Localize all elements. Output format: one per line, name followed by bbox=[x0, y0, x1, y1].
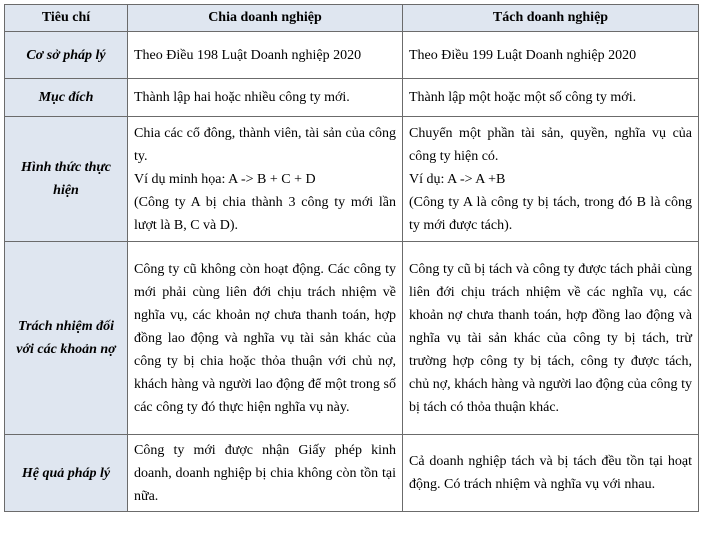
header-tach: Tách doanh nghiệp bbox=[403, 5, 699, 32]
chia-cell bbox=[128, 435, 403, 512]
header-chia: Chia doanh nghiệp bbox=[128, 5, 403, 32]
tach-cell bbox=[403, 79, 699, 117]
cell-paragraph: Ví dụ minh họa: A -> B + C + D bbox=[134, 171, 316, 187]
cell-paragraph: Theo Điều 199 Luật Doanh nghiệp 2020 bbox=[409, 47, 637, 63]
tach-cell bbox=[403, 117, 699, 242]
chia-cell bbox=[128, 117, 403, 242]
chia-cell bbox=[128, 79, 403, 117]
table-row bbox=[5, 117, 699, 242]
cell-paragraph: Thành lập một hoặc một số công ty mới. bbox=[409, 90, 637, 105]
table-row bbox=[5, 79, 699, 117]
cell-paragraph: Theo Điều 198 Luật Doanh nghiệp 2020 bbox=[134, 47, 362, 63]
cell-paragraph: Ví dụ: A -> A +B bbox=[409, 171, 506, 187]
cell-paragraph: Chuyển một phần tài sản, quyền, nghĩa vụ của công ty hiện có. bbox=[409, 125, 692, 164]
criterion-cell: Trách nhiệm đối với các khoản nợ bbox=[5, 242, 128, 435]
criterion-cell: Cơ sở pháp lý bbox=[5, 32, 128, 79]
comparison-table bbox=[4, 4, 699, 512]
comparison-table-container bbox=[4, 4, 699, 512]
criterion-cell: Hệ quả pháp lý bbox=[5, 435, 128, 512]
tach-cell bbox=[403, 32, 699, 79]
cell-paragraph: Thành lập hai hoặc nhiều công ty mới. bbox=[134, 90, 350, 105]
cell-paragraph: Cả doanh nghiệp tách và bị tách đều tồn tại hoạt động. Có trách nhiệm và nghĩa vụ với nhau. bbox=[409, 454, 692, 492]
tach-cell bbox=[403, 242, 699, 435]
chia-cell bbox=[128, 242, 403, 435]
cell-paragraph: Công ty mới được nhận Giấy phép kinh doanh, doanh nghiệp bị chia không còn tồn tại nữa. bbox=[134, 442, 396, 504]
table-row bbox=[5, 32, 699, 79]
cell-paragraph: Công ty cũ bị tách và công ty được tách phải cùng liên đới chịu trách nhiệm về các nghĩa vụ, các khoản nợ chưa thanh toán, hợp đồng lao động và nghĩa vụ tài sản khác của công ty bị tách, trừ trường hợp công ty bị tách, công ty được tách, chủ nợ, khách hàng và người lao động của công ty bị tách có thỏa thuận khác. bbox=[409, 261, 692, 415]
chia-cell bbox=[128, 32, 403, 79]
criterion-cell: Mục đích bbox=[5, 79, 128, 117]
cell-paragraph: (Công ty A bị chia thành 3 công ty mới lần lượt là B, C và D). bbox=[134, 194, 396, 233]
cell-paragraph: Công ty cũ không còn hoạt động. Các công ty mới phải cùng liên đới chịu trách nhiệm về nghĩa vụ, các khoản nợ chưa thanh toán, hợp đồng lao động và nghĩa vụ tài sản khác của công ty bị chia hoặc thỏa thuận với chủ nợ, khách hàng và người lao động để một trong số các công ty đó thực hiện nghĩa vụ này. bbox=[134, 261, 396, 415]
header-criteria: Tiêu chí bbox=[5, 5, 128, 32]
cell-paragraph: Chia các cổ đông, thành viên, tài sản của công ty. bbox=[134, 125, 396, 164]
cell-paragraph: (Công ty A là công ty bị tách, trong đó B là công ty mới được tách). bbox=[409, 194, 692, 233]
table-row bbox=[5, 242, 699, 435]
table-row bbox=[5, 435, 699, 512]
tach-cell bbox=[403, 435, 699, 512]
criterion-cell: Hình thức thực hiện bbox=[5, 117, 128, 242]
table-header-row bbox=[5, 5, 699, 32]
